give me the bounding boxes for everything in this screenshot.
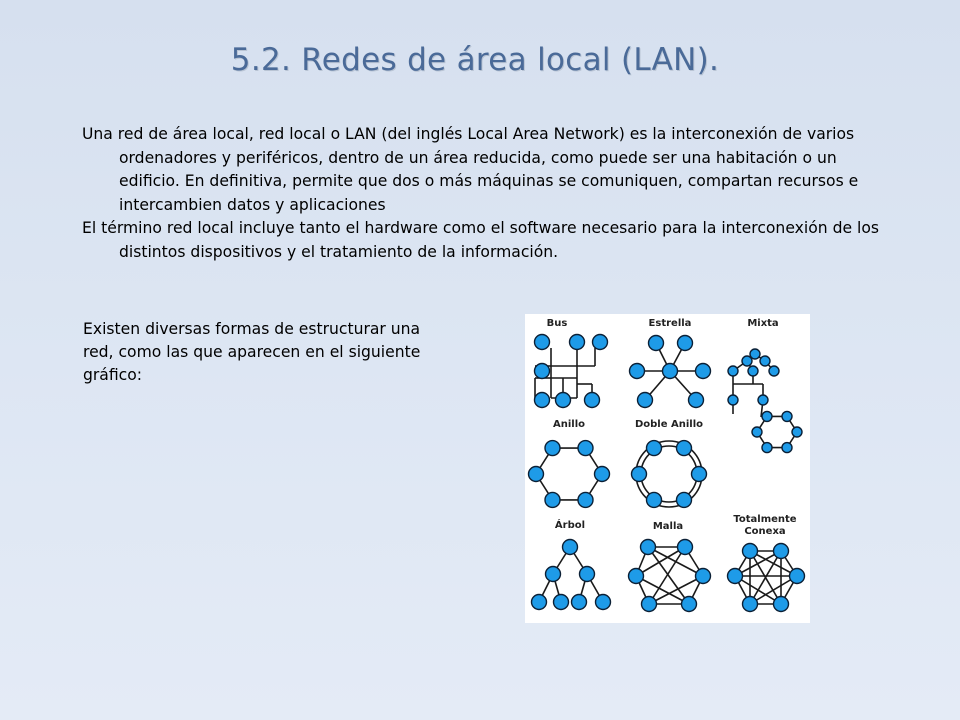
- bus-node: [593, 335, 608, 350]
- mixed-node: [728, 366, 738, 376]
- label-malla: Malla: [652, 521, 684, 532]
- label-anillo: Anillo: [552, 419, 586, 430]
- full-mesh-node: [728, 569, 743, 584]
- star-node: [638, 393, 653, 408]
- tree-node: [596, 595, 611, 610]
- mixed-node: [758, 395, 768, 405]
- full-mesh-node: [774, 597, 789, 612]
- paragraph-lan-scope: El término red local incluye tanto el hardware como el software necesario para la interconexión de los distintos dispositivos y el tratamiento de la información.: [82, 219, 880, 261]
- mixed-node: [769, 366, 779, 376]
- label-totalmente: Totalmente: [733, 514, 797, 525]
- mesh-node: [682, 597, 697, 612]
- star-hub-node: [663, 364, 678, 379]
- double-ring-node: [692, 467, 707, 482]
- mixed-ring-node: [782, 443, 792, 453]
- ring-node: [578, 441, 593, 456]
- tree-node: [580, 567, 595, 582]
- label-conexa: Conexa: [744, 526, 786, 537]
- ring-node: [545, 441, 560, 456]
- bus-node: [570, 335, 585, 350]
- star-node: [696, 364, 711, 379]
- mesh-node: [641, 540, 656, 555]
- mixed-node: [760, 356, 770, 366]
- network-topologies-diagram: [525, 314, 810, 623]
- mixed-ring-node: [752, 427, 762, 437]
- tree-node: [546, 567, 561, 582]
- mixed-ring-node: [762, 443, 772, 453]
- ring-node: [545, 492, 560, 507]
- ring-node: [578, 492, 593, 507]
- star-node: [689, 393, 704, 408]
- slide-title: 5.2. Redes de área local (LAN).: [230, 42, 720, 78]
- bus-node: [556, 393, 571, 408]
- label-mixta: Mixta: [747, 318, 779, 329]
- label-bus: Bus: [546, 318, 568, 329]
- double-ring-node: [677, 441, 692, 456]
- tree-node: [532, 595, 547, 610]
- mixed-node: [748, 366, 758, 376]
- full-mesh-node: [743, 597, 758, 612]
- bus-node: [535, 335, 550, 350]
- body-text: [82, 123, 902, 265]
- ring-node: [595, 467, 610, 482]
- star-node: [678, 336, 693, 351]
- mixed-ring-node: [792, 427, 802, 437]
- label-doble-anillo: Doble Anillo: [634, 419, 704, 430]
- mixed-node: [750, 349, 760, 359]
- full-mesh-node: [790, 569, 805, 584]
- mixed-node: [742, 356, 752, 366]
- tree-node: [554, 595, 569, 610]
- bus-node: [585, 393, 600, 408]
- double-ring-node: [677, 492, 692, 507]
- full-mesh-node: [743, 544, 758, 559]
- mesh-node: [629, 569, 644, 584]
- double-ring-node: [647, 441, 662, 456]
- tree-node: [563, 540, 578, 555]
- tree-node: [572, 595, 587, 610]
- label-estrella: Estrella: [648, 318, 692, 329]
- star-node: [630, 364, 645, 379]
- bus-node: [535, 393, 550, 408]
- topologies-intro-text: Existen diversas formas de estructurar una red, como las que aparecen en el siguiente gráfico:: [83, 320, 421, 384]
- double-ring-node: [647, 492, 662, 507]
- mesh-node: [678, 540, 693, 555]
- star-node: [649, 336, 664, 351]
- paragraph-lan-definition: Una red de área local, red local o LAN (del inglés Local Area Network) es la interconexión de varios ordenadores y periféricos, dentro de un área reducida, como puede ser una habitación o un edificio. En definitiva, permite que dos o más máquinas se comuniquen, compartan recursos e intercambien datos y aplicaciones: [82, 125, 859, 214]
- double-ring-node: [632, 467, 647, 482]
- bus-node: [535, 364, 550, 379]
- mixed-ring-node: [762, 411, 772, 421]
- mixed-node: [728, 395, 738, 405]
- full-mesh-node: [774, 544, 789, 559]
- ring-node: [529, 467, 544, 482]
- mesh-node: [696, 569, 711, 584]
- label-arbol: Árbol: [554, 520, 586, 531]
- mesh-node: [642, 597, 657, 612]
- mixed-ring-node: [782, 411, 792, 421]
